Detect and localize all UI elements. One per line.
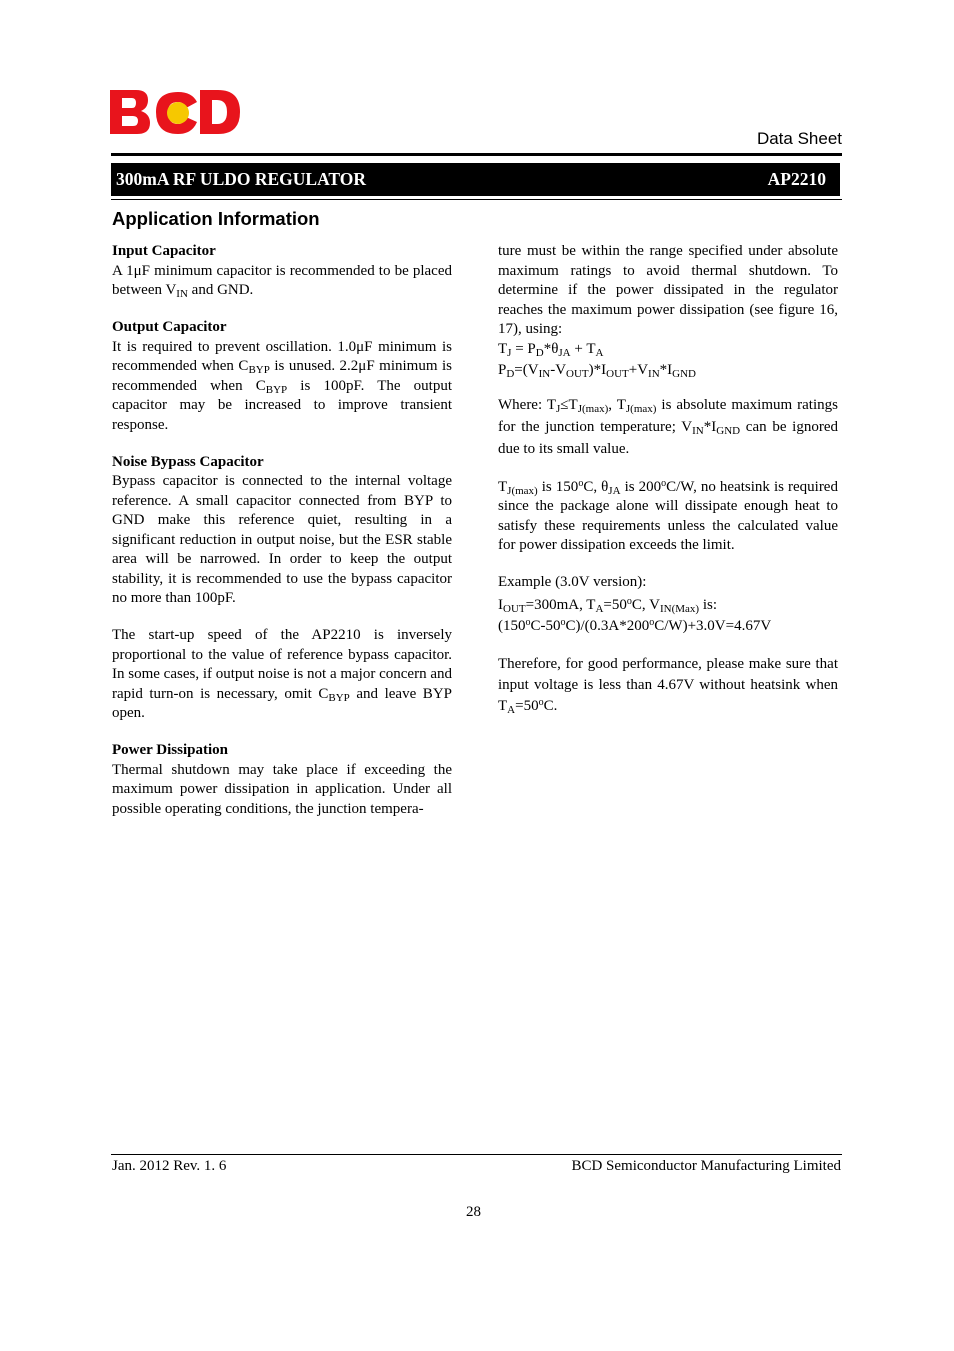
power-dissipation-section [112, 741, 452, 819]
title-underline [111, 199, 842, 200]
part-number: AP2210 [767, 169, 826, 189]
tjmax-text: $T_{J(max)}$ is 150$^o$C, $\theta_{JA}$ is 200$^o$C/W, no heatsink is required since the package alone will dissipate enough heat to satisfy these requirements unless the calculated value for power dissipation exceeds the limit. [498, 477, 838, 553]
header-rule [111, 153, 842, 156]
junction-temp-text: ture must be within the range specified under absolute maximum ratings to avoid thermal shutdown. To determine if the power dissipated in the regulator reaches the maximum power dissipation (see figure 16, 17), using: [498, 243, 838, 337]
equation-pd: $P_D=(V_{IN}-V_{OUT})*I_{OUT}+V_{IN}*I_{GND}$ [498, 362, 696, 380]
output-capacitor-text: It is required to prevent oscillation. 1.0μF minimum is recommended when $C_{BYP}$ is unused. 2.2μF minimum is recommended when $C_{BYP}$ is 100pF. The output capacitor may be increased to improve transient response. [112, 338, 452, 433]
example-conditions: $I_{OUT}=300mA$, $T_A=50^oC$, $V_{IN(Max)}$ is: [498, 595, 718, 615]
noise-bypass-section [112, 453, 452, 609]
input-capacitor-text: A 1μF minimum capacitor is recommended to be placed between $V_{IN}$ and GND. [112, 262, 452, 300]
output-capacitor-section [112, 318, 452, 435]
output-capacitor-heading: Output Capacitor [112, 319, 227, 335]
bcd-logo-icon [110, 88, 240, 136]
equation-tj: $T_J = P_D*\theta_{JA} + T_A$ [498, 340, 604, 359]
therefore-text: Therefore, for good performance, please make sure that input voltage is less than 4.67V without heatsink when $T_A=50^oC$. [498, 655, 838, 716]
noise-bypass-text: Bypass capacitor is connected to the internal voltage reference. A small capacitor connected from BYP to GND make this reference quiet, resulting in a significant reduction in output noise, but the ESR stable area will be narrowed. In order to keep the output stability, it is recommended to use the bypass capacitor no more than 100pF. [112, 473, 452, 606]
power-dissipation-heading: Power Dissipation [112, 742, 228, 758]
footer-rule [111, 1154, 842, 1155]
input-capacitor-heading: Input Capacitor [112, 243, 216, 259]
company-logo [110, 88, 240, 136]
example-label: Example (3.0V version): [498, 574, 647, 590]
right-column [498, 242, 838, 717]
noise-bypass-heading: Noise Bypass Capacitor [112, 453, 264, 470]
example-calculation: $(150^oC-50^oC)/(0.3A*200^oC/W)+3.0V=4.67V$ [498, 616, 772, 634]
doc-type-label: Data Sheet [756, 129, 842, 148]
title-bar [111, 163, 840, 196]
startup-text: The start-up speed of the AP2210 is inversely proportional to the value of reference bypass capacitor. In some cases, if output noise is not a major concern and rapid turn-on is necessary, omit $C_{BYP}$ and leave BYP open. [112, 627, 452, 721]
input-capacitor-section [112, 242, 452, 301]
where-text: Where: $T_J\le T_{J(max)}$, $T_{J(max)}$ is absolute maximum ratings for the junction temperature; $V_{IN}*I_{GND}$ can be ignored due to its small value. [498, 397, 838, 457]
product-title: 300mA RF ULDO REGULATOR [116, 169, 367, 189]
section-title: Application Information [112, 208, 320, 229]
power-dissipation-text: Thermal shutdown may take place if exceeding the maximum power dissipation in application. Under all possible operating conditions, the junction tempera- [112, 761, 452, 817]
footer-date-revision: Jan. 2012 Rev. 1. 6 [112, 1158, 227, 1174]
footer-company: BCD Semiconductor Manufacturing Limited [571, 1158, 841, 1174]
page-number: 28 [466, 1204, 481, 1220]
left-column [112, 242, 452, 837]
